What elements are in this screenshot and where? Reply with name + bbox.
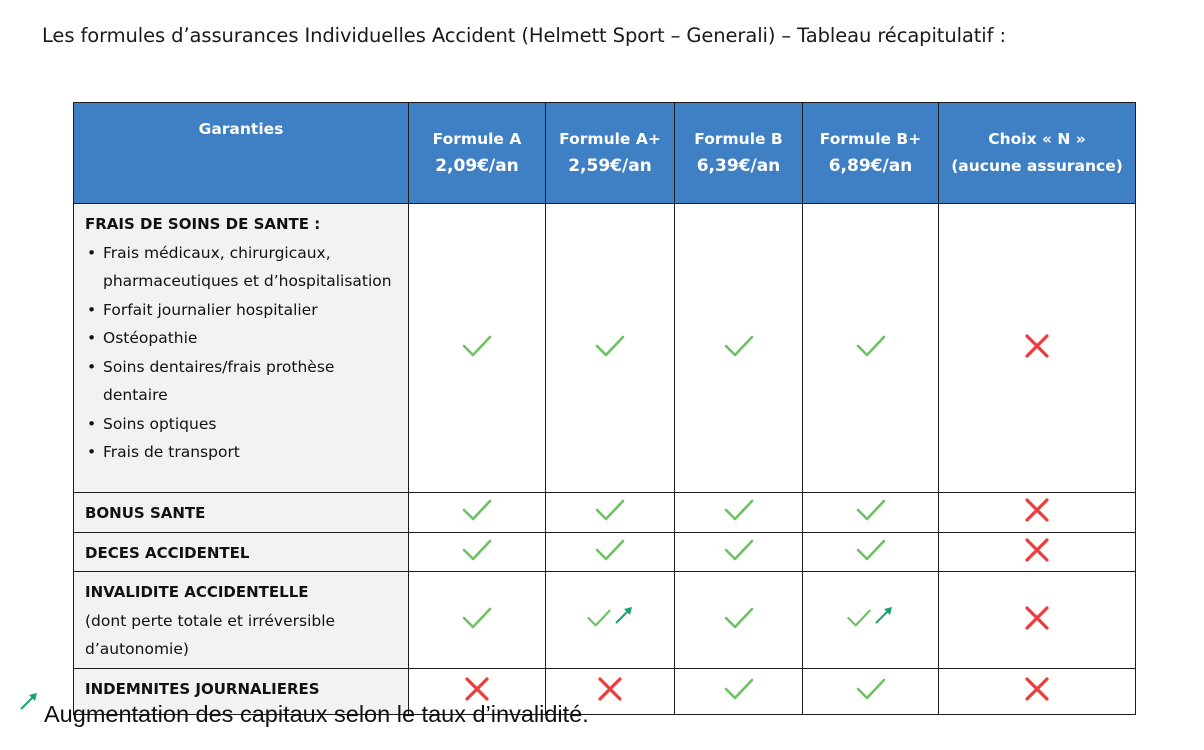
mark-cell bbox=[675, 668, 803, 714]
table-row bbox=[74, 493, 1136, 533]
row-label-deces-accidentel bbox=[74, 532, 409, 572]
col-header-label: Formule B+ bbox=[819, 130, 922, 148]
check-icon bbox=[724, 335, 754, 357]
list-item: • Frais de transport bbox=[85, 438, 398, 467]
cross-icon bbox=[597, 676, 623, 702]
col-header-formule-b-plus bbox=[803, 103, 939, 204]
check-icon bbox=[724, 678, 754, 700]
mark-cell bbox=[803, 204, 939, 493]
mark-cell bbox=[939, 572, 1136, 669]
mark-cell bbox=[939, 493, 1136, 533]
list-item: • Frais médicaux, chirurgicaux, pharmaceutiques et d’hospitalisation bbox=[85, 239, 398, 296]
cross-icon bbox=[1024, 333, 1050, 359]
check-icon bbox=[586, 609, 612, 627]
row-label-bonus-sante bbox=[74, 493, 409, 533]
col-header-price: 2,09€/an bbox=[435, 156, 519, 176]
col-header-price: 6,89€/an bbox=[828, 156, 913, 176]
mark-cell bbox=[803, 532, 939, 572]
check-icon bbox=[724, 607, 754, 629]
arrow-up-right-icon bbox=[18, 690, 40, 712]
check-increase-icon bbox=[846, 609, 895, 627]
check-icon bbox=[856, 335, 886, 357]
col-header-formule-b bbox=[675, 103, 803, 204]
col-header-formule-a bbox=[409, 103, 546, 204]
check-icon bbox=[595, 539, 625, 561]
row-title: INVALIDITE ACCIDENTELLE bbox=[85, 583, 309, 601]
mark-cell bbox=[803, 668, 939, 714]
check-icon bbox=[846, 609, 872, 627]
col-header-label: Formule B bbox=[694, 130, 783, 148]
check-icon bbox=[724, 499, 754, 521]
check-increase-icon bbox=[586, 609, 635, 627]
arrow-up-right-icon bbox=[613, 604, 635, 626]
col-header-label: Garanties bbox=[198, 120, 284, 138]
cross-icon bbox=[1024, 605, 1050, 631]
mark-cell bbox=[675, 204, 803, 493]
check-icon bbox=[595, 335, 625, 357]
col-header-formule-a-plus bbox=[546, 103, 675, 204]
table-header-row bbox=[74, 103, 1136, 204]
mark-cell bbox=[409, 532, 546, 572]
mark-cell bbox=[546, 572, 675, 669]
row-note: (dont perte totale et irréversible d’autonomie) bbox=[85, 611, 336, 658]
mark-cell bbox=[409, 204, 546, 493]
check-icon bbox=[856, 499, 886, 521]
check-icon bbox=[856, 678, 886, 700]
mark-cell bbox=[803, 572, 939, 669]
mark-cell bbox=[675, 572, 803, 669]
table-row bbox=[74, 532, 1136, 572]
list-item: • Soins optiques bbox=[85, 410, 398, 439]
row-title: BONUS SANTE bbox=[85, 504, 206, 522]
list-item: • Ostéopathie bbox=[85, 324, 398, 353]
row-label-invalidite-accidentelle bbox=[74, 572, 409, 669]
page-title: Les formules d’assurances Individuelles Accident (Helmett Sport – Generali) – Tableau récapitulatif : bbox=[42, 24, 1006, 47]
col-header-price: 2,59€/an bbox=[568, 156, 652, 176]
cross-icon bbox=[1024, 676, 1050, 702]
check-icon bbox=[724, 539, 754, 561]
mark-cell bbox=[409, 493, 546, 533]
table-row bbox=[74, 572, 1136, 669]
row-title: FRAIS DE SOINS DE SANTE : bbox=[85, 215, 321, 233]
col-header-garanties bbox=[74, 103, 409, 204]
row-item-list bbox=[85, 239, 398, 467]
col-header-choix-n bbox=[939, 103, 1136, 204]
mark-cell bbox=[939, 668, 1136, 714]
check-icon bbox=[595, 499, 625, 521]
col-header-label: Formule A bbox=[432, 130, 522, 148]
check-icon bbox=[856, 539, 886, 561]
footnote-text: Augmentation des capitaux selon le taux d’invalidité. bbox=[44, 701, 589, 727]
footnote bbox=[18, 690, 589, 728]
check-icon bbox=[462, 607, 492, 629]
mark-cell bbox=[409, 572, 546, 669]
mark-cell bbox=[675, 493, 803, 533]
mark-cell bbox=[546, 532, 675, 572]
check-icon bbox=[462, 539, 492, 561]
col-header-label: Formule A+ bbox=[559, 130, 661, 148]
row-title: DECES ACCIDENTEL bbox=[85, 543, 250, 562]
col-header-price: (aucune assurance) bbox=[951, 157, 1123, 175]
row-label-frais-de-soins bbox=[74, 204, 409, 493]
mark-cell bbox=[546, 204, 675, 493]
recap-table bbox=[73, 102, 1136, 715]
mark-cell bbox=[675, 532, 803, 572]
col-header-label: Choix « N » bbox=[988, 130, 1086, 148]
list-item: • Soins dentaires/frais prothèse dentaire bbox=[85, 353, 398, 410]
check-icon bbox=[462, 335, 492, 357]
mark-cell bbox=[546, 493, 675, 533]
cross-icon bbox=[1024, 497, 1050, 523]
cross-icon bbox=[1024, 537, 1050, 563]
table-row bbox=[74, 204, 1136, 493]
mark-cell bbox=[939, 532, 1136, 572]
col-header-price: 6,39€/an bbox=[696, 156, 781, 176]
arrow-up-right-icon bbox=[873, 604, 895, 626]
row-title: INDEMNITES JOURNALIERES bbox=[85, 679, 320, 698]
list-item: • Forfait journalier hospitalier bbox=[85, 296, 398, 325]
check-icon bbox=[462, 499, 492, 521]
mark-cell bbox=[939, 204, 1136, 493]
mark-cell bbox=[803, 493, 939, 533]
